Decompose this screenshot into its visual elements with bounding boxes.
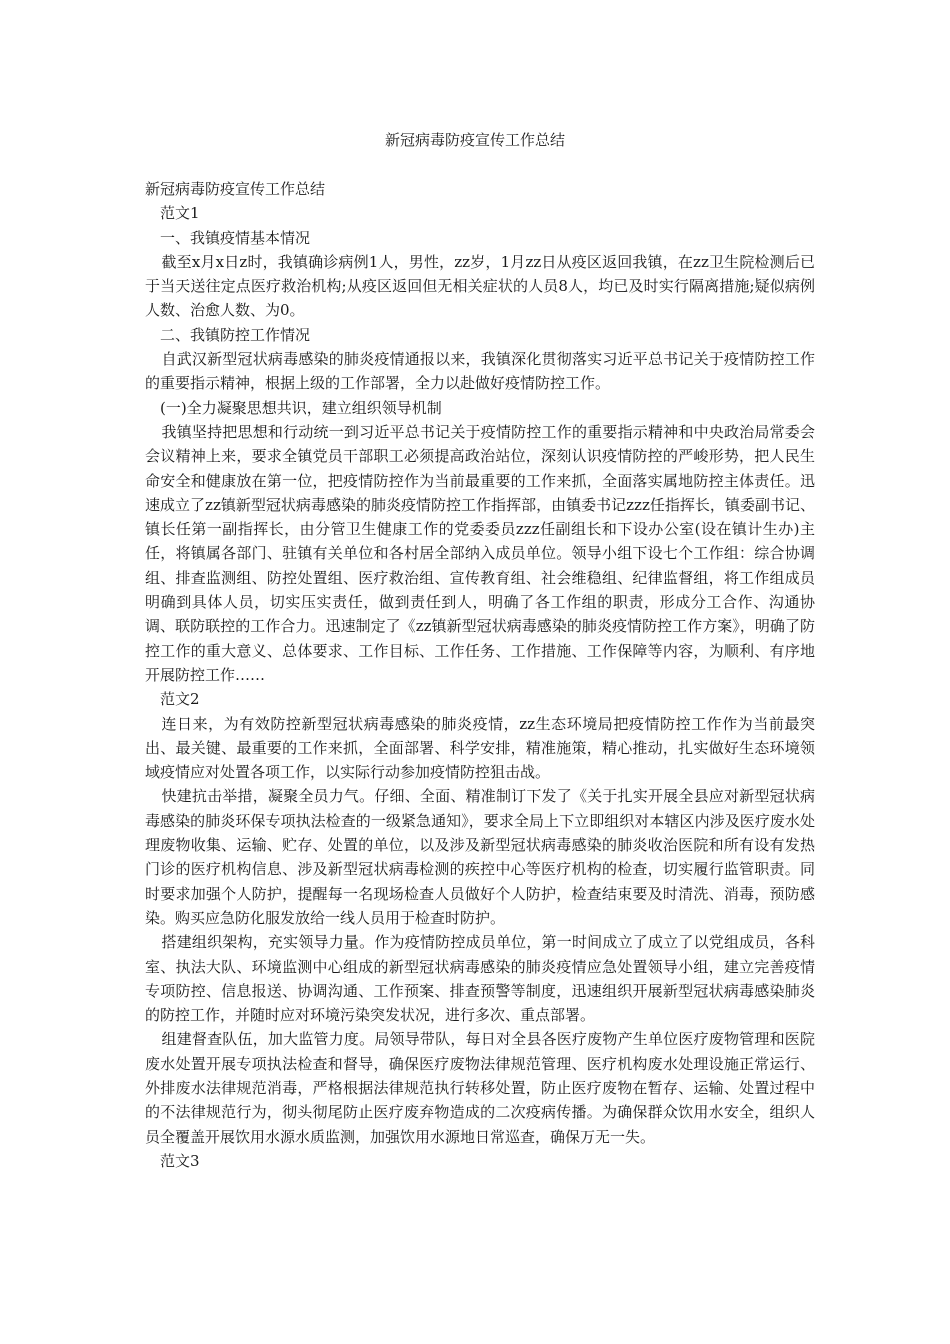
body-heading: 新冠病毒防疫宣传工作总结 xyxy=(145,180,326,198)
document-title: 新冠病毒防疫宣传工作总结 xyxy=(384,131,565,149)
paragraph: 自武汉新型冠状病毒感染的肺炎疫情通报以来，我镇深化贯彻落实习近平总书记关于疫情防控工作的重要指示精神，根据上级的工作部署，全力以赴做好疫情防控工作。 xyxy=(145,350,815,393)
paragraph: 快建抗击举措，凝聚全员力气。仔细、全面、精准制订下发了《关于扎实开展全县应对新型冠状病毒感染的肺炎环保专项执法检查的一级紧急通知》，要求全局上下立即组织对本辖区内涉及医疗废水处理废物收集、运输、贮存、处置的单位，以及涉及新型冠状病毒感染的肺炎收治医院和所有设有发热门诊的医疗机构信息、涉及新型冠状病毒检测的疾控中心等医疗机构的检查，切实履行监管职责。同时要求加强个人防护，提醒每一名现场检查人员做好个人防护，检查结束要及时清洗、消毒，预防感染。购买应急防化服发放给一线人员用于检查时防护。 xyxy=(145,787,815,927)
section-heading-1: 一、我镇疫情基本情况 xyxy=(160,228,311,247)
sample-label-1: 范文1 xyxy=(160,204,200,223)
section-heading-2: 二、我镇防控工作情况 xyxy=(160,325,311,344)
document-body xyxy=(145,177,815,1173)
paragraph: 我镇坚持把思想和行动统一到习近平总书记关于疫情防控工作的重要指示精神和中央政治局常委会会议精神上来，要求全镇党员干部职工必须提高政治站位，深刻认识疫情防控的严峻形势，把人民生命安全和健康放在第一位，把疫情防控作为当前最重要的工作来抓，全面落实属地防控主体责任。迅速成立了zz镇新型冠状病毒感染的肺炎疫情防控工作指挥部，由镇委书记zzz任指挥长，镇委副书记、镇长任第一副指挥长，由分管卫生健康工作的党委委员zzz任副组长和下设办公室(设在镇计生办)主任，将镇属各部门、驻镇有关单位和各村居全部纳入成员单位。领导小组下设七个工作组：综合协调组、排查监测组、防控处置组、医疗救治组、宣传教育组、社会维稳组、纪律监督组，将工作组成员明确到具体人员，切实压实责任，做到责任到人，明确了各工作组的职责，形成分工合作、沟通协调、联防联控的工作合力。迅速制定了《zz镇新型冠状病毒感染的肺炎疫情防控工作方案》，明确了防控工作的重大意义、总体要求、工作目标、工作任务、工作措施、工作保障等内容，为顺利、有序地开展防控工作…… xyxy=(145,422,815,684)
paragraph: 组建督查队伍，加大监管力度。局领导带队，每日对全县各医疗废物产生单位医疗废物管理和医院废水处置开展专项执法检查和督导，确保医疗废物法律规范管理、医疗机构废水处理设施正常运行、外排废水法律规范消毒，严格根据法律规范执行转移处置，防止医疗废物在暂存、运输、处置过程中的不法律规范行为，彻头彻尾防止医疗废弃物造成的二次疫病传播。为确保群众饮用水安全，组织人员全覆盖开展饮用水源水质监测，加强饮用水源地日常巡查，确保万无一失。 xyxy=(145,1030,815,1146)
paragraph: 截至x月x日z时，我镇确诊病例1人，男性，zz岁，1月zz日从疫区返回我镇，在zz卫生院检测后已于当天送往定点医疗救治机构;从疫区返回但无相关症状的人员8人，均已及时实行隔离措施;疑似病例人数、治愈人数、为0。 xyxy=(145,252,815,320)
sample-label-3: 范文3 xyxy=(160,1151,200,1170)
sample-label-2: 范文2 xyxy=(160,690,200,709)
paragraph: 连日来，为有效防控新型冠状病毒感染的肺炎疫情，zz生态环境局把疫情防控工作作为当前最突出、最关键、最重要的工作来抓，全面部署、科学安排，精准施策，精心推动，扎实做好生态环境领域疫情应对处置各项工作，以实际行动参加疫情防控狙击战。 xyxy=(145,714,815,782)
subsection-heading: (一)全力凝聚思想共识，建立组织领导机制 xyxy=(160,398,442,417)
paragraph: 搭建组织架构，充实领导力量。作为疫情防控成员单位，第一时间成立了成立了以党组成员，各科室、执法大队、环境监测中心组成的新型冠状病毒感染的肺炎疫情应急处置领导小组，建立完善疫情专项防控、信息报送、协调沟通、工作预案、排查预警等制度，迅速组织开展新型冠状病毒感染肺炎的防控工作，并随时应对环境污染突发状况，进行多次、重点部署。 xyxy=(145,933,815,1025)
